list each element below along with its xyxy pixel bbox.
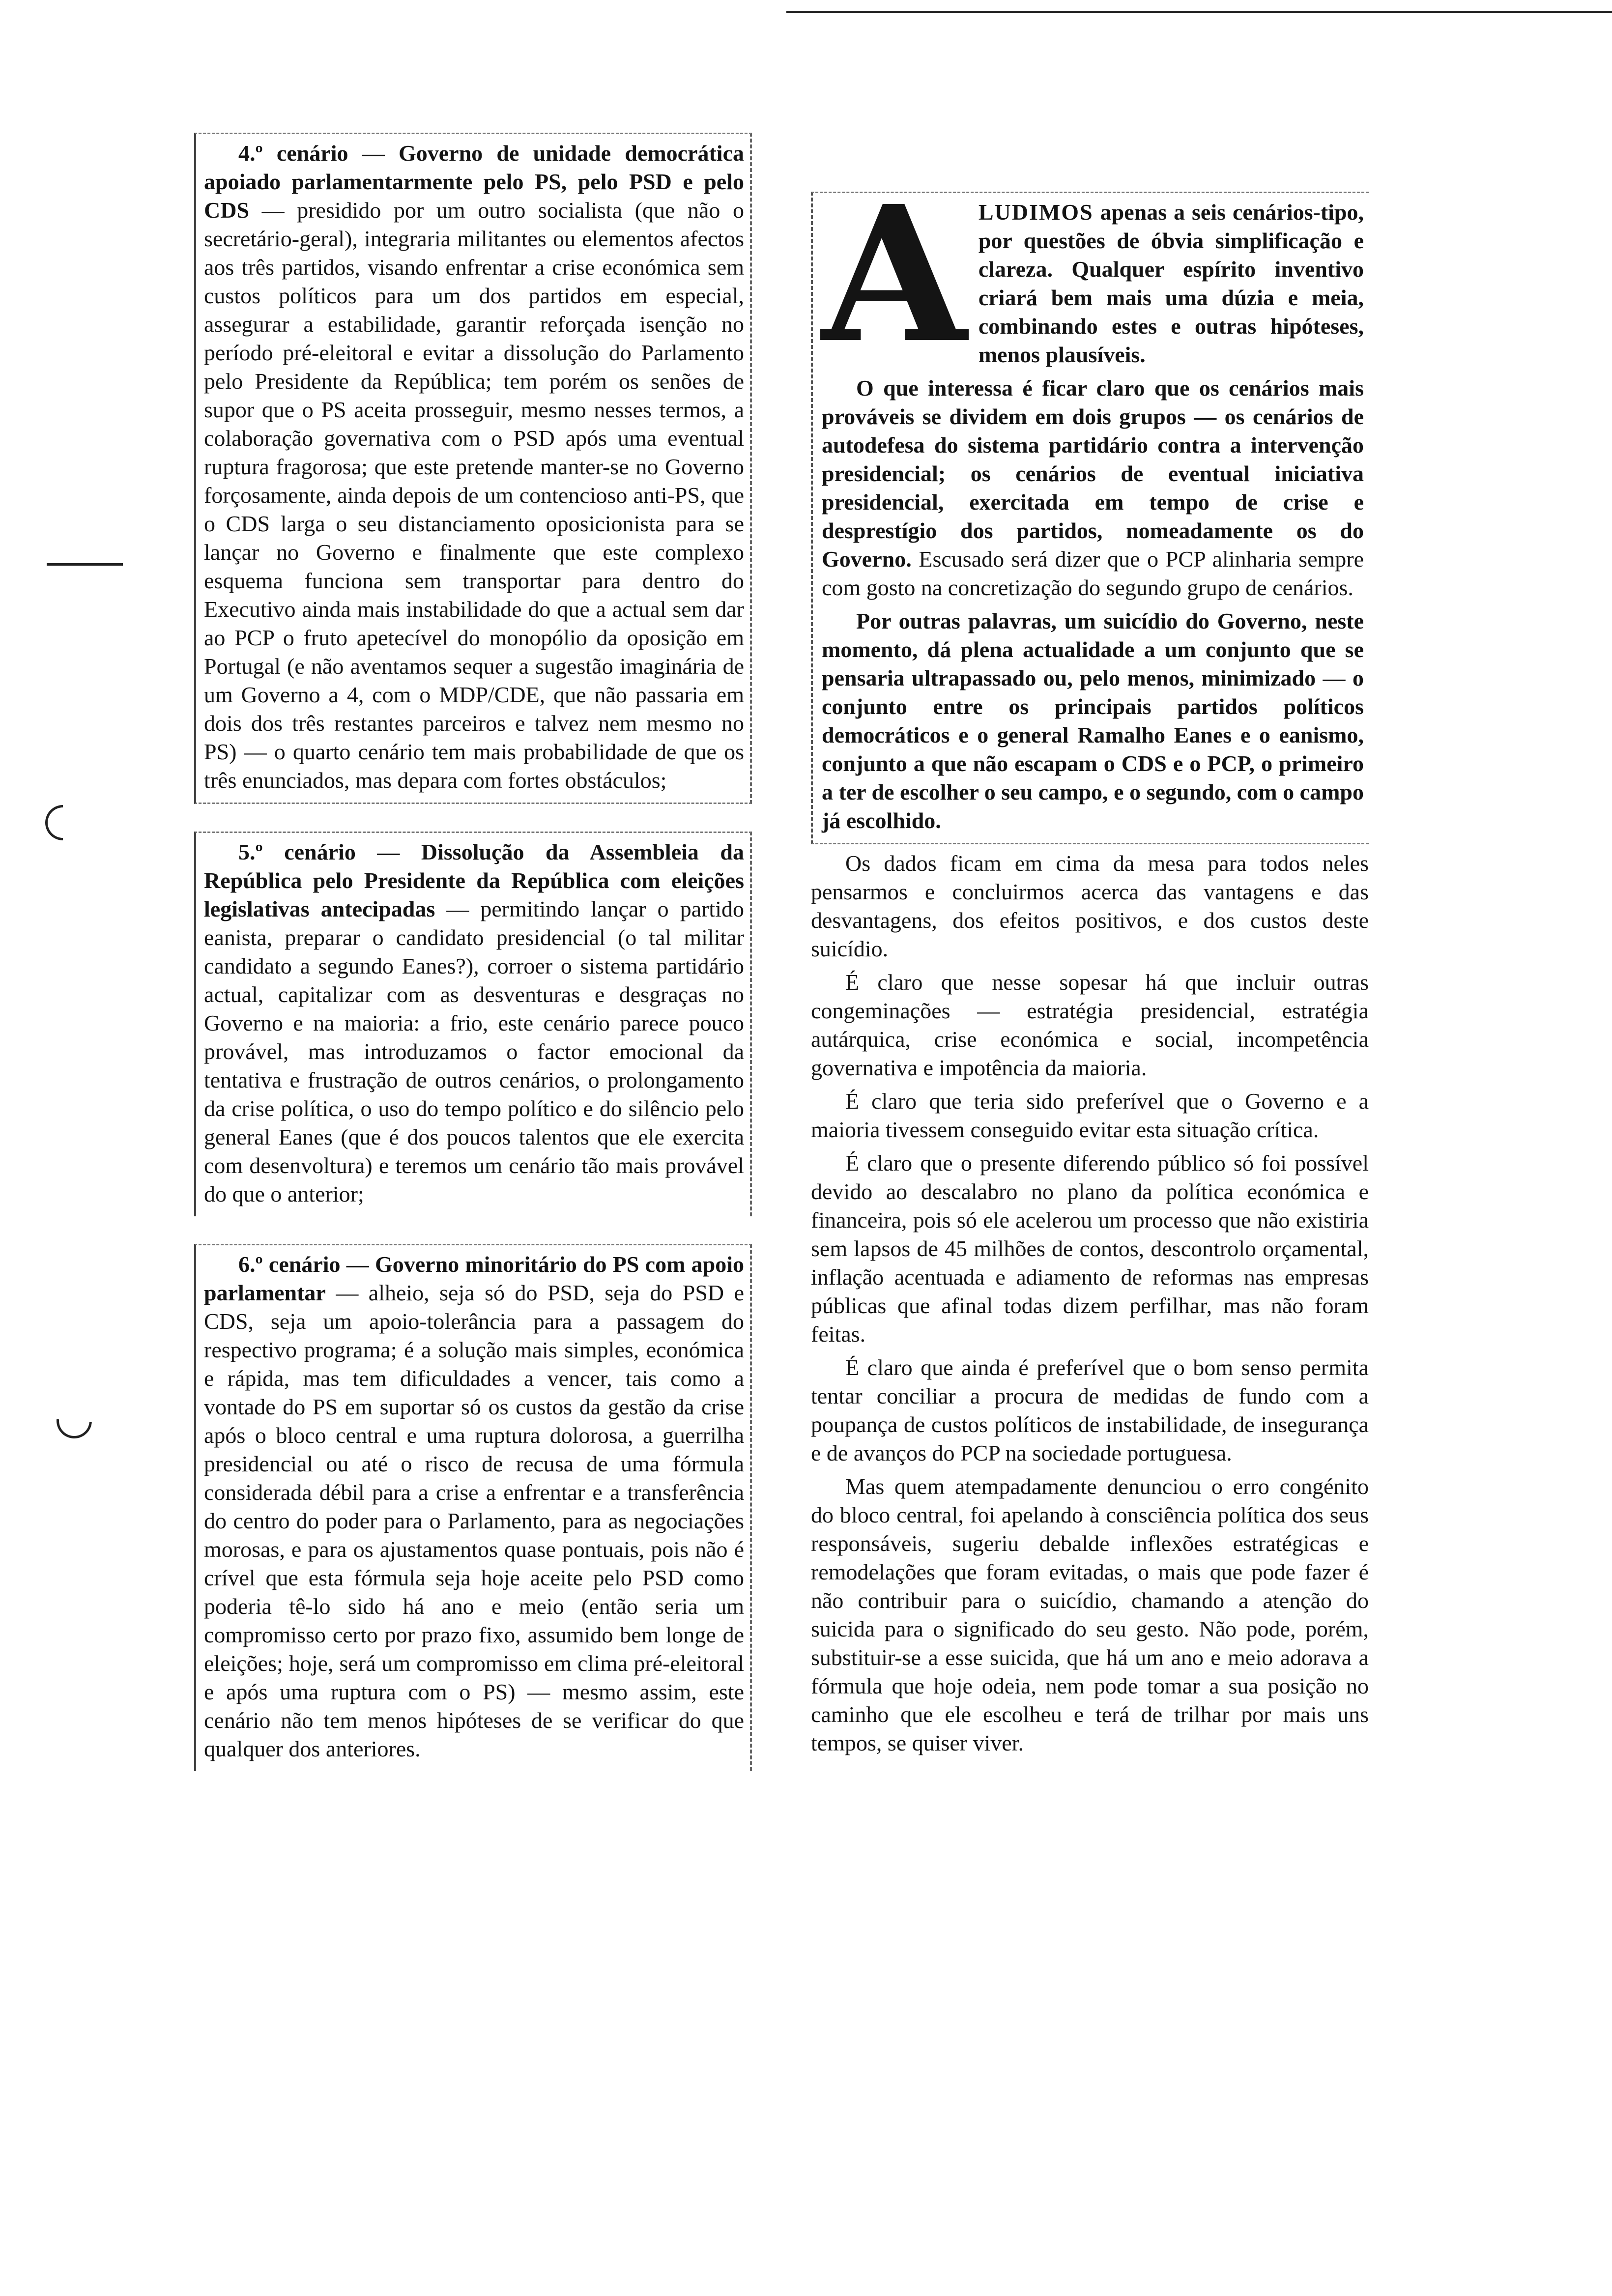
scenario-4-title: Governo de unidade democrática apoiado parlamentarmente pelo PS, pelo PSD e pelo CDS — [204, 141, 744, 223]
drop-cap: A — [822, 165, 967, 384]
scenario-6-title: Governo minoritário do PS com apoio parlamentar — [204, 1252, 744, 1305]
lead-caps: LUDIMOS — [978, 200, 1094, 225]
lead-rest: apenas a seis cenários-tipo, por questões de óbvia simplificação e clareza. Qualquer espírito inventivo criará bem mais uma dúzia e meia, combinando estes e outras hipóteses, menos plausíveis. — [978, 200, 1364, 367]
highlight-text: O que interessa é ficar claro que os cenários mais prováveis se dividem em dois grupos — os cenários de autodefesa do sistema partidário contra a intervenção presidencial; os cenários de eventual iniciativa presidencial, exercitada em tempo de crise e desprestígio dos partidos, nomeadamente os do Governo. — [822, 375, 1364, 572]
body-paragraph: Mas quem atempadamente denunciou o erro congénito do bloco central, foi apelando à consciência política dos seus responsáveis, sugeriu debalde inflexões estratégicas e remodelações que foram evitadas, o mais que pode fazer é não contribuir para o suicídio, chamando a atenção do suicida para o significado do seu gesto. Não pode, porém, substituir-se a esse suicida, que há um ano e meio adorava a fórmula que hoje odeia, nem pode tomar a sua posição no caminho que ele escolheu e terá de trilhar por mais uns tempos, se quiser viver. — [811, 1474, 1369, 1755]
scenario-5-body: — permitindo lançar o partido eanista, preparar o candidato presidencial (o tal militar candidato a segundo Eanes?), corroer o sistema partidário actual, capitalizar com as desventuras e desgraças no Governo e na maioria: a frio, este cenário parece pouco provável, mas introduzamos o factor emocional da tentativa e frustração de outros cenários, o prolongamento da crise política, o uso do tempo político e do silêncio pelo general Eanes (que é dos poucos talentos que ele exercita com desenvoltura) e teremos um cenário tão mais provável do que o anterior; — [204, 896, 744, 1206]
body-paragraph: Os dados ficam em cima da mesa para todos neles pensarmos e concluirmos acerca das vantagens e das desvantagens, dos efeitos positivos, e dos custos deste suicídio. — [811, 851, 1369, 961]
scenario-5-title: Dissolução da Assembleia da República pelo Presidente da República com eleições legislativas antecipadas — [204, 839, 744, 921]
highlight-paragraph — [822, 374, 1364, 602]
body-paragraph: É claro que o presente diferendo público só foi possível devido ao descalabro no plano da política económica e financeira, pois só ele acelerou um processo que não existiria sem lapsos de 45 milhões de contos, descontrolo orçamental, inflação acentuada e adiamento de reformas nas empresas públicas que afinal todas dizem perfilhar, mas não foram feitas. — [811, 1150, 1369, 1347]
punch-hole-mark — [49, 1396, 99, 1445]
scenario-4-number: 4.º cenário — — [238, 141, 385, 166]
intro-block — [811, 165, 1369, 844]
scan-edge-line — [786, 11, 1612, 13]
scenario-6-number: 6.º cenário — — [238, 1252, 369, 1277]
scenario-6-body: — alheio, seja só do PSD, seja do PSD e CDS, seja um apoio-tolerância para a passagem do respectivo programa; é a solução mais simples, económica e rápida, mas tem dificuldades a vencer, tais como a vontade do PS em suportar só os custos da gestão da crise após o bloco central e uma ruptura dolorosa, a guerrilha presidencial ou até o risco de recusa de uma fórmula considerada débil para a crise a enfrentar e a transferência do centro do poder para o Parlamento, para as negociações morosas, e para os ajustamentos quase pontuais, pois não é crível que esta fórmula seja hoje aceite pelo PSD como poderia tê-lo sido há ano e meio (então seria um compromisso certo por prazo fixo, assumido bem longe de eleições; hoje, será um compromisso em clima pré-eleitoral e após uma ruptura com o PS) — mesmo assim, este cenário não tem menos hipóteses de se verificar do que qualquer dos anteriores. — [204, 1280, 745, 1761]
scenario-5-number: 5.º cenário — — [238, 839, 400, 864]
scenario-5-block — [194, 832, 752, 1216]
margin-mark — [47, 563, 123, 566]
scenario-6-paragraph — [204, 1250, 744, 1763]
highlight-tail: Escusado será dizer que o PCP alinharia sempre com gosto na concretização do segundo grupo de cenários. — [822, 546, 1364, 600]
lead-paragraph — [822, 165, 1364, 384]
scenario-5-paragraph — [204, 838, 744, 1208]
scenario-6-block — [194, 1244, 752, 1771]
scenario-4-paragraph — [204, 139, 744, 795]
highlight-text-2: Por outras palavras, um suicídio do Governo, neste momento, dá plena actualidade a um conjunto que se pensaria ultrapassado ou, pelo menos, minimizado — o conjunto entre os principais partidos políticos democráticos e o general Ramalho Eanes e o eanismo, conjunto a que não escapam o CDS e o PCP, o primeiro a ter de escolher o seu campo, e o segundo, com o campo já escolhido. — [822, 608, 1364, 833]
body-paragraph: É claro que ainda é preferível que o bom senso permita tentar conciliar a procura de medidas de fundo com a poupança de custos políticos de instabilidade, de insegurança e de avanços do PCP na sociedade portuguesa. — [811, 1355, 1369, 1465]
scenario-4-body: — presidido por um outro socialista (que não o secretário-geral), integraria militantes ou elementos afectos aos três partidos, visando enfrentar a crise económica sem custos políticos para um dos partidos em especial, assegurar a estabilidade, garantir reforçada isenção no período pré-eleitoral e evitar a dissolução do Parlamento pelo Presidente da República; tem porém os senões de supor que o PS aceita prosseguir, mesmo nesses termos, a colaboração governativa com o PSD após uma eventual ruptura fragorosa; que este pretende manter-se no Governo forçosamente, ainda depois de um contencioso anti-PS, que o CDS larga o seu distanciamento oposicionista para se lançar no Governo e finalmente que este complexo esquema funciona sem transportar para dentro do Executivo ainda mais instabilidade do que a actual sem dar ao PCP o fruto apetecível do monopólio da oposição em Portugal (e não aventamos sequer a sugestão imaginária de um Governo a 4, com o MDP/CDE, que não passaria em dois dos três restantes parceiros e talvez nem mesmo no PS) — o quarto cenário tem mais probabilidade de que os três enunciados, mas depara com fortes obstáculos; — [204, 198, 744, 793]
highlight-paragraph-2 — [822, 607, 1364, 835]
right-column — [811, 165, 1369, 1757]
body-paragraph: É claro que teria sido preferível que o Governo e a maioria tivessem conseguido evitar esta situação crítica. — [811, 1089, 1369, 1142]
scenario-4-block — [194, 133, 752, 804]
punch-hole-mark — [38, 798, 88, 848]
body-paragraph: É claro que nesse sopesar há que incluir outras congeminações — estratégia presidencial, estratégia autárquica, crise económica e social, incompetência governativa e impotência da maioria. — [811, 970, 1369, 1080]
left-column — [194, 133, 752, 1799]
